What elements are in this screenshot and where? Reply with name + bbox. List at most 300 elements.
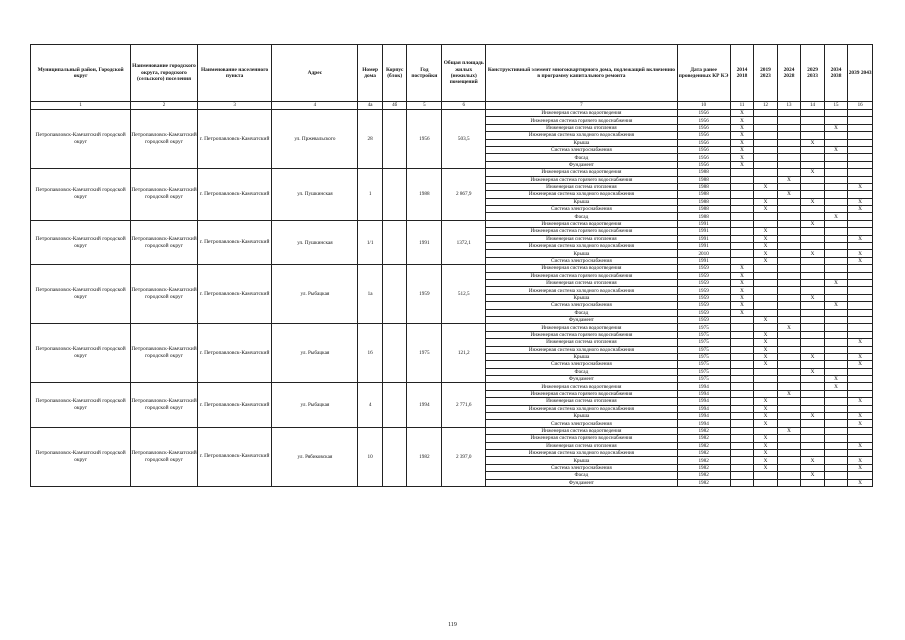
period-cell [754,390,778,397]
period-cell: X [754,361,778,368]
element-cell: Инженерная система водоотведения [486,383,677,390]
period-cell [848,302,873,309]
period-cell: X [848,198,873,205]
prev-repair-date-cell: 1991 [677,220,730,227]
header-address: Адрес [272,45,358,102]
period-cell [848,169,873,176]
period-cell [730,390,754,397]
block-cell [382,265,407,324]
period-cell [777,198,801,205]
period-cell: X [754,353,778,360]
period-cell [754,154,778,161]
period-cell [801,376,825,383]
prev-repair-date-cell: 1959 [677,279,730,286]
period-cell: X [777,324,801,331]
period-cell [824,405,848,412]
capital-repair-table [30,44,873,487]
period-cell: X [801,368,825,375]
period-cell: X [848,479,873,486]
period-cell [754,169,778,176]
period-cell: X [730,302,754,309]
period-cell [730,235,754,242]
period-cell [754,265,778,272]
period-cell: X [730,110,754,117]
period-cell [777,383,801,390]
town-cell: г. Петропавловск-Камчатский [197,324,272,383]
header-block: Корпус (блок) [382,45,407,102]
period-cell [848,146,873,153]
period-cell [848,139,873,146]
element-cell: Фундамент [486,376,677,383]
period-cell: X [801,250,825,257]
column-number: 7 [486,102,677,110]
prev-repair-date-cell: 1994 [677,398,730,405]
period-cell: X [777,176,801,183]
element-cell: Инженерная система холодного водоснабжения [486,405,677,412]
period-cell [754,294,778,301]
area-cell: 2 771,6 [442,383,486,427]
element-cell: Система электроснабжения [486,206,677,213]
period-cell [777,110,801,117]
block-cell [382,383,407,427]
house-number-cell: 1 [358,169,383,221]
period-cell [777,154,801,161]
period-cell [848,383,873,390]
prev-repair-date-cell: 1994 [677,420,730,427]
period-cell [754,479,778,486]
period-cell [848,287,873,294]
prev-repair-date-cell: 1956 [677,146,730,153]
column-number: 11 [730,102,754,110]
period-cell: X [730,124,754,131]
period-cell: X [730,279,754,286]
element-cell: Система электроснабжения [486,257,677,264]
period-cell [730,213,754,220]
header-area: Общая площадь жилых (нежилых) помещений [442,45,486,102]
element-cell: Инженерная система отопления [486,183,677,190]
district-cell: Петропавловск-Камчатский городской округ [31,110,131,169]
period-cell [824,161,848,168]
period-cell [777,124,801,131]
period-cell [824,435,848,442]
period-cell [777,413,801,420]
area-cell: 503,5 [442,110,486,169]
period-cell: X [801,139,825,146]
period-cell: X [801,413,825,420]
period-cell [777,250,801,257]
column-number: 14 [801,102,825,110]
period-cell: X [754,405,778,412]
header-element: Конструктивный элемент многоквартирного дома, подлежащий включению в программу капитального ремонта [486,45,677,102]
period-cell [824,117,848,124]
element-cell: Инженерная система горячего водоснабжения [486,390,677,397]
period-cell [777,161,801,168]
period-cell: X [848,339,873,346]
period-cell [801,243,825,250]
period-cell [801,405,825,412]
header-house: Номер дома [358,45,383,102]
column-number: 3 [197,102,272,110]
period-cell: X [730,146,754,153]
period-cell [848,309,873,316]
period-cell [754,161,778,168]
element-cell: Инженерная система отопления [486,235,677,242]
period-cell [824,132,848,139]
prev-repair-date-cell: 1959 [677,302,730,309]
period-cell [777,257,801,264]
area-cell: 512,5 [442,265,486,324]
period-cell [848,472,873,479]
element-cell: Инженерная система отопления [486,442,677,449]
table-row [31,110,873,117]
period-cell [848,405,873,412]
prev-repair-date-cell: 1956 [677,154,730,161]
period-cell [754,368,778,375]
period-cell: X [754,346,778,353]
period-cell [754,110,778,117]
period-cell [824,464,848,471]
prev-repair-date-cell: 1959 [677,309,730,316]
element-cell: Инженерная система горячего водоснабжения [486,435,677,442]
header-prev-repair: Дата ранее проведенных КР КЭ [677,45,730,102]
prev-repair-date-cell: 1975 [677,361,730,368]
period-cell [730,316,754,323]
period-cell: X [777,191,801,198]
element-cell: Инженерная система холодного водоснабжения [486,191,677,198]
period-cell [801,331,825,338]
period-cell: X [754,398,778,405]
period-cell [801,287,825,294]
prev-repair-date-cell: 1975 [677,324,730,331]
period-cell [824,346,848,353]
block-cell [382,110,407,169]
element-cell: Инженерная система водоотведения [486,220,677,227]
prev-repair-date-cell: 1982 [677,442,730,449]
period-cell [730,183,754,190]
period-cell: X [730,294,754,301]
period-cell [754,132,778,139]
period-cell: X [848,464,873,471]
period-cell [848,243,873,250]
period-cell: X [730,272,754,279]
period-cell: X [730,265,754,272]
settlement-cell: Петропавловск-Камчатский городской округ [131,427,198,486]
prev-repair-date-cell: 1956 [677,139,730,146]
prev-repair-date-cell: 1956 [677,161,730,168]
period-cell [730,442,754,449]
table-row [31,169,873,176]
period-cell [848,346,873,353]
period-cell: X [754,442,778,449]
house-number-cell: 4 [358,383,383,427]
prev-repair-date-cell: 1956 [677,117,730,124]
period-cell [777,117,801,124]
year-built-cell: 1988 [407,169,442,221]
prev-repair-date-cell: 1975 [677,368,730,375]
period-cell [801,132,825,139]
period-cell [824,191,848,198]
period-cell [848,110,873,117]
header-period-2: 2019 2023 [754,45,778,102]
address-cell: ул. Рыбацкая [272,265,358,324]
period-cell [730,339,754,346]
period-cell [824,390,848,397]
period-cell [730,331,754,338]
period-cell [824,287,848,294]
period-cell [801,302,825,309]
period-cell [824,250,848,257]
period-cell [777,309,801,316]
town-cell: г. Петропавловск-Камчатский [197,427,272,486]
period-cell: X [777,427,801,434]
period-cell [848,331,873,338]
period-cell: X [848,183,873,190]
area-cell: 2 867,9 [442,169,486,221]
period-cell [824,309,848,316]
period-cell: X [754,420,778,427]
period-cell [754,191,778,198]
period-cell [801,206,825,213]
period-cell [824,361,848,368]
period-cell [824,294,848,301]
prev-repair-date-cell: 1988 [677,213,730,220]
period-cell [848,220,873,227]
table-row [31,324,873,331]
element-cell: Инженерная система водоотведения [486,169,677,176]
period-cell [730,198,754,205]
prev-repair-date-cell: 1994 [677,390,730,397]
prev-repair-date-cell: 1975 [677,346,730,353]
header-period-6: 2039 2043 [848,45,873,102]
period-cell [777,442,801,449]
prev-repair-date-cell: 1982 [677,449,730,456]
element-cell: Крыша [486,198,677,205]
column-number: 10 [677,102,730,110]
element-cell: Инженерная система горячего водоснабжения [486,272,677,279]
period-cell: X [824,279,848,286]
period-cell [754,472,778,479]
period-cell: X [754,435,778,442]
period-cell [801,361,825,368]
period-cell [848,117,873,124]
period-cell: X [801,353,825,360]
period-cell [801,272,825,279]
element-cell: Фундамент [486,161,677,168]
town-cell: г. Петропавловск-Камчатский [197,220,272,264]
period-cell [730,368,754,375]
element-cell: Инженерная система холодного водоснабжения [486,287,677,294]
period-cell [801,183,825,190]
period-cell [824,449,848,456]
address-cell: ул. Рябиковская [272,427,358,486]
period-cell [801,213,825,220]
prev-repair-date-cell: 1988 [677,169,730,176]
period-cell [824,420,848,427]
period-cell: X [730,117,754,124]
period-cell [848,368,873,375]
block-cell [382,220,407,264]
period-cell [777,331,801,338]
house-number-cell: 28 [358,110,383,169]
period-cell [801,228,825,235]
prev-repair-date-cell: 1975 [677,353,730,360]
year-built-cell: 1994 [407,383,442,427]
district-cell: Петропавловск-Камчатский городской округ [31,220,131,264]
period-cell [730,405,754,412]
prev-repair-date-cell: 2010 [677,250,730,257]
settlement-cell: Петропавловск-Камчатский городской округ [131,169,198,221]
element-cell: Инженерная система холодного водоснабжения [486,132,677,139]
header-town: Наименование населенного пункта [197,45,272,102]
element-cell: Инженерная система отопления [486,279,677,286]
period-cell: X [754,331,778,338]
element-cell: Инженерная система горячего водоснабжения [486,117,677,124]
period-cell: X [730,287,754,294]
column-number: 5 [407,102,442,110]
period-cell: X [824,124,848,131]
period-cell: X [754,228,778,235]
header-year: Год постройки [407,45,442,102]
year-built-cell: 1959 [407,265,442,324]
column-number: 13 [777,102,801,110]
element-cell: Система электроснабжения [486,302,677,309]
period-cell [801,383,825,390]
period-cell [824,479,848,486]
period-cell [730,383,754,390]
element-cell: Инженерная система горячего водоснабжения [486,228,677,235]
area-cell: 1372,1 [442,220,486,264]
year-built-cell: 1975 [407,324,442,383]
period-cell: X [824,146,848,153]
period-cell [730,464,754,471]
prev-repair-date-cell: 1959 [677,287,730,294]
period-cell [824,265,848,272]
period-cell [730,324,754,331]
period-cell [824,139,848,146]
column-number: 4 [272,102,358,110]
period-cell [801,449,825,456]
element-cell: Инженерная система горячего водоснабжения [486,176,677,183]
period-cell [730,398,754,405]
element-cell: Инженерная система водоотведения [486,427,677,434]
period-cell [801,161,825,168]
period-cell [824,235,848,242]
period-cell [777,472,801,479]
period-cell [824,324,848,331]
period-cell [848,228,873,235]
period-cell [730,220,754,227]
period-cell: X [801,294,825,301]
element-cell: Система электроснабжения [486,420,677,427]
period-cell [824,368,848,375]
prev-repair-date-cell: 1982 [677,479,730,486]
period-cell: X [730,132,754,139]
period-cell [754,139,778,146]
period-cell: X [754,464,778,471]
period-cell [848,279,873,286]
header-period-5: 2034 2038 [824,45,848,102]
period-cell [848,390,873,397]
period-cell [777,368,801,375]
house-number-cell: 16 [358,324,383,383]
element-cell: Система электроснабжения [486,146,677,153]
prev-repair-date-cell: 1991 [677,228,730,235]
element-cell: Система электроснабжения [486,361,677,368]
column-number: 16 [848,102,873,110]
period-cell [801,339,825,346]
prev-repair-date-cell: 1994 [677,405,730,412]
element-cell: Фасад [486,213,677,220]
period-cell [801,479,825,486]
period-cell [754,383,778,390]
prev-repair-date-cell: 1982 [677,472,730,479]
period-cell [824,339,848,346]
period-cell: X [848,413,873,420]
prev-repair-date-cell: 1994 [677,413,730,420]
period-cell [730,353,754,360]
period-cell [777,457,801,464]
period-cell: X [754,413,778,420]
area-cell: 121,2 [442,324,486,383]
block-cell [382,324,407,383]
period-cell [824,353,848,360]
column-number: 4а [358,102,383,110]
period-cell [730,435,754,442]
town-cell: г. Петропавловск-Камчатский [197,169,272,221]
period-cell [801,435,825,442]
table-row [31,265,873,272]
period-cell [801,442,825,449]
element-cell: Фасад [486,472,677,479]
period-cell [777,398,801,405]
address-cell: ул. Пушкинская [272,169,358,221]
period-cell [848,124,873,131]
period-cell [801,265,825,272]
period-cell [848,376,873,383]
period-cell [730,449,754,456]
period-cell [754,287,778,294]
period-cell [824,110,848,117]
period-cell: X [730,139,754,146]
period-cell [777,353,801,360]
element-cell: Крыша [486,353,677,360]
element-cell: Система электроснабжения [486,464,677,471]
period-cell [824,316,848,323]
period-cell: X [754,339,778,346]
period-cell [777,243,801,250]
period-cell [801,154,825,161]
header-period-4: 2029 2033 [801,45,825,102]
element-cell: Фасад [486,154,677,161]
prev-repair-date-cell: 1991 [677,243,730,250]
period-cell: X [754,198,778,205]
period-cell [801,117,825,124]
period-cell: X [824,302,848,309]
element-cell: Инженерная система отопления [486,339,677,346]
period-cell [824,472,848,479]
period-cell [848,272,873,279]
prev-repair-date-cell: 1988 [677,206,730,213]
period-cell [754,427,778,434]
period-cell [777,346,801,353]
period-cell [848,132,873,139]
block-cell [382,169,407,221]
settlement-cell: Петропавловск-Камчатский городской округ [131,324,198,383]
period-cell: X [824,376,848,383]
period-cell [777,294,801,301]
period-cell: X [754,449,778,456]
period-cell [730,169,754,176]
